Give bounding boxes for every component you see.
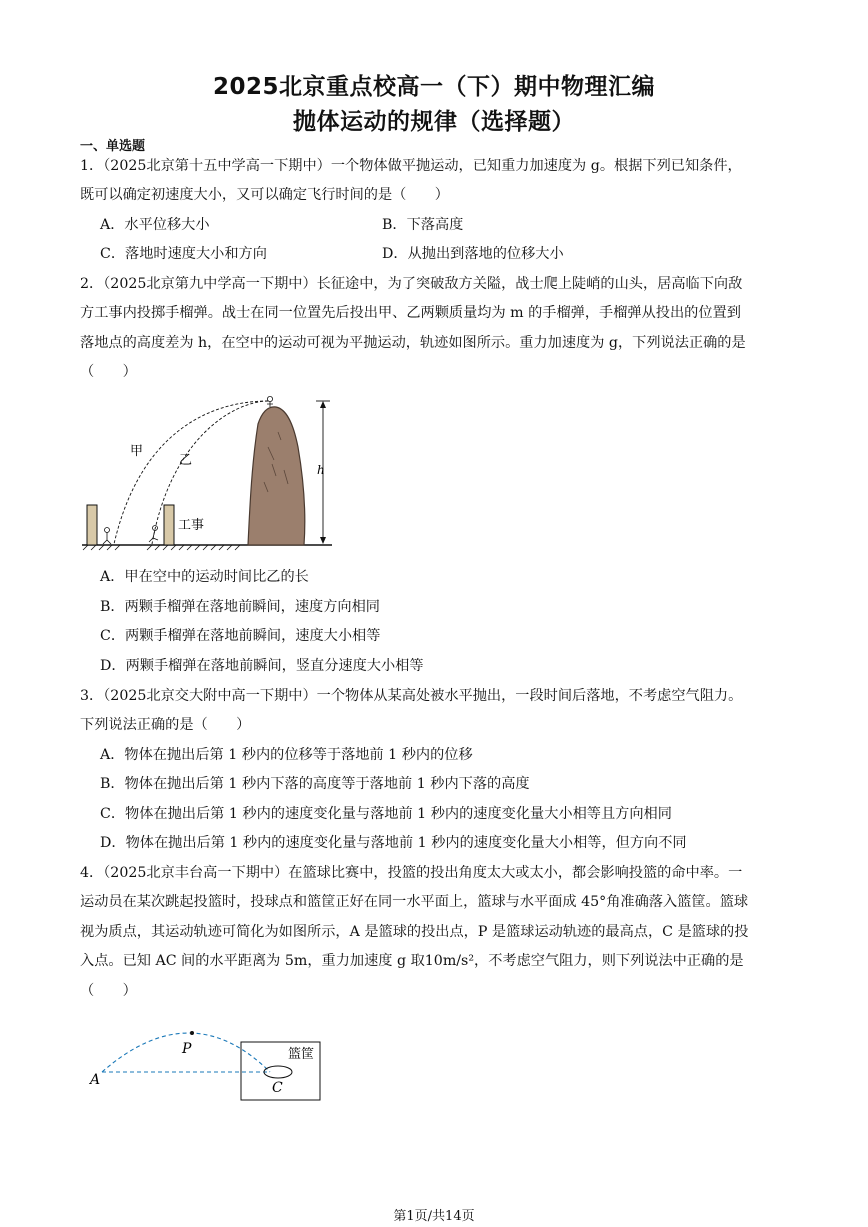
label-jia: 甲 [130, 444, 144, 459]
q3-option-d: D．物体在抛出后第 1 秒内的速度变化量与落地前 1 秒内的速度变化量大小相等，但方向不同 [100, 835, 687, 851]
label-basket: 篮筐 [288, 1047, 315, 1062]
label-yi: 乙 [179, 453, 193, 468]
q2-stem-line3: 落地点的高度差为 h，在空中的运动可视为平抛运动，轨迹如图所示。重力加速度为 g，下列说法正确的是 [80, 335, 746, 351]
q3-option-a: A．物体在抛出后第 1 秒内的位移等于落地前 1 秒内的位移 [100, 747, 473, 763]
q2-stem-line4: （ ） [80, 364, 137, 380]
q3-option-c: C．物体在抛出后第 1 秒内的速度变化量与落地前 1 秒内的速度变化量大小相等且方向相同 [100, 806, 672, 822]
page-number: 第1页/共14页 [393, 1209, 475, 1224]
q2-option-c: C．两颗手榴弹在落地前瞬间，速度大小相等 [100, 628, 381, 644]
q3-option-b: B．物体在抛出后第 1 秒内下落的高度等于落地前 1 秒内下落的高度 [100, 776, 530, 792]
q2-figure [80, 392, 342, 552]
q3-stem-line1: 3．（2025北京交大附中高一下期中）一个物体从某高处被水平抛出，一段时间后落地，不考虑空气阻力。 [80, 688, 743, 704]
q1-option-a: A．水平位移大小 [100, 217, 210, 233]
q1-option-d: D．从抛出到落地的位移大小 [382, 246, 564, 262]
basket-rim [264, 1066, 292, 1078]
q4-stem-line2: 运动员在某次跳起投篮时，投球点和篮筐正好在同一水平面上，篮球与水平面成 45°角准确落入篮筐。篮球 [80, 894, 749, 910]
enemy-figure-1 [105, 528, 110, 533]
q2-option-b: B．两颗手榴弹在落地前瞬间，速度方向相同 [100, 599, 380, 615]
q2-option-d: D．两颗手榴弹在落地前瞬间，竖直分速度大小相等 [100, 658, 424, 674]
q1-option-b: B．下落高度 [382, 217, 464, 233]
left-wall [87, 505, 97, 545]
point-p [190, 1031, 194, 1035]
page-subtitle: 抛体运动的规律（选择题） [293, 109, 575, 135]
q4-figure [82, 1022, 328, 1106]
q4-stem-line5: （ ） [80, 983, 137, 999]
label-c: C [272, 1080, 283, 1096]
label-gongshi: 工事 [178, 518, 205, 533]
q3-stem-line2: 下列说法正确的是（ ） [80, 717, 251, 733]
q2-stem-line2: 方工事内投掷手榴弹。战士在同一位置先后投出甲、乙两颗质量均为 m 的手榴弹，手榴弹从投出的位置到 [80, 305, 741, 321]
label-a: A [90, 1072, 101, 1088]
section-heading: 一、单选题 [80, 139, 146, 154]
q1-stem-line1: 1．（2025北京第十五中学高一下期中）一个物体做平抛运动，已知重力加速度为 g。根据下列已知条件， [80, 158, 742, 174]
q2-stem-line1: 2．（2025北京第九中学高一下期中）长征途中，为了突破敌方关隘，战士爬上陡峭的山头，居高临下向敌 [80, 276, 743, 292]
q4-stem-line3: 视为质点，其运动轨迹可简化为如图所示，A 是篮球的投出点，P 是篮球运动轨迹的最高点，C 是篮球的投 [80, 924, 749, 940]
page-title: 2025北京重点校高一（下）期中物理汇编 [212, 74, 655, 100]
mountain [248, 407, 305, 545]
q2-option-a: A．甲在空中的运动时间比乙的长 [100, 569, 309, 585]
soldier-figure [267, 396, 272, 401]
q4-stem-line1: 4．（2025北京丰台高一下期中）在篮球比赛中，投篮的投出角度太大或太小，都会影响投篮的命中率。一 [80, 865, 743, 881]
right-wall [164, 505, 174, 545]
label-p: P [182, 1041, 192, 1057]
q4-stem-line4: 入点。已知 AC 间的水平距离为 5m，重力加速度 g 取10m/s²，不考虑空气阻力，则下列说法中正确的是 [80, 953, 744, 969]
q1-option-c: C．落地时速度大小和方向 [100, 246, 267, 262]
q1-stem-line2: 既可以确定初速度大小，又可以确定飞行时间的是（ ） [80, 187, 449, 203]
label-h: h [317, 463, 325, 477]
